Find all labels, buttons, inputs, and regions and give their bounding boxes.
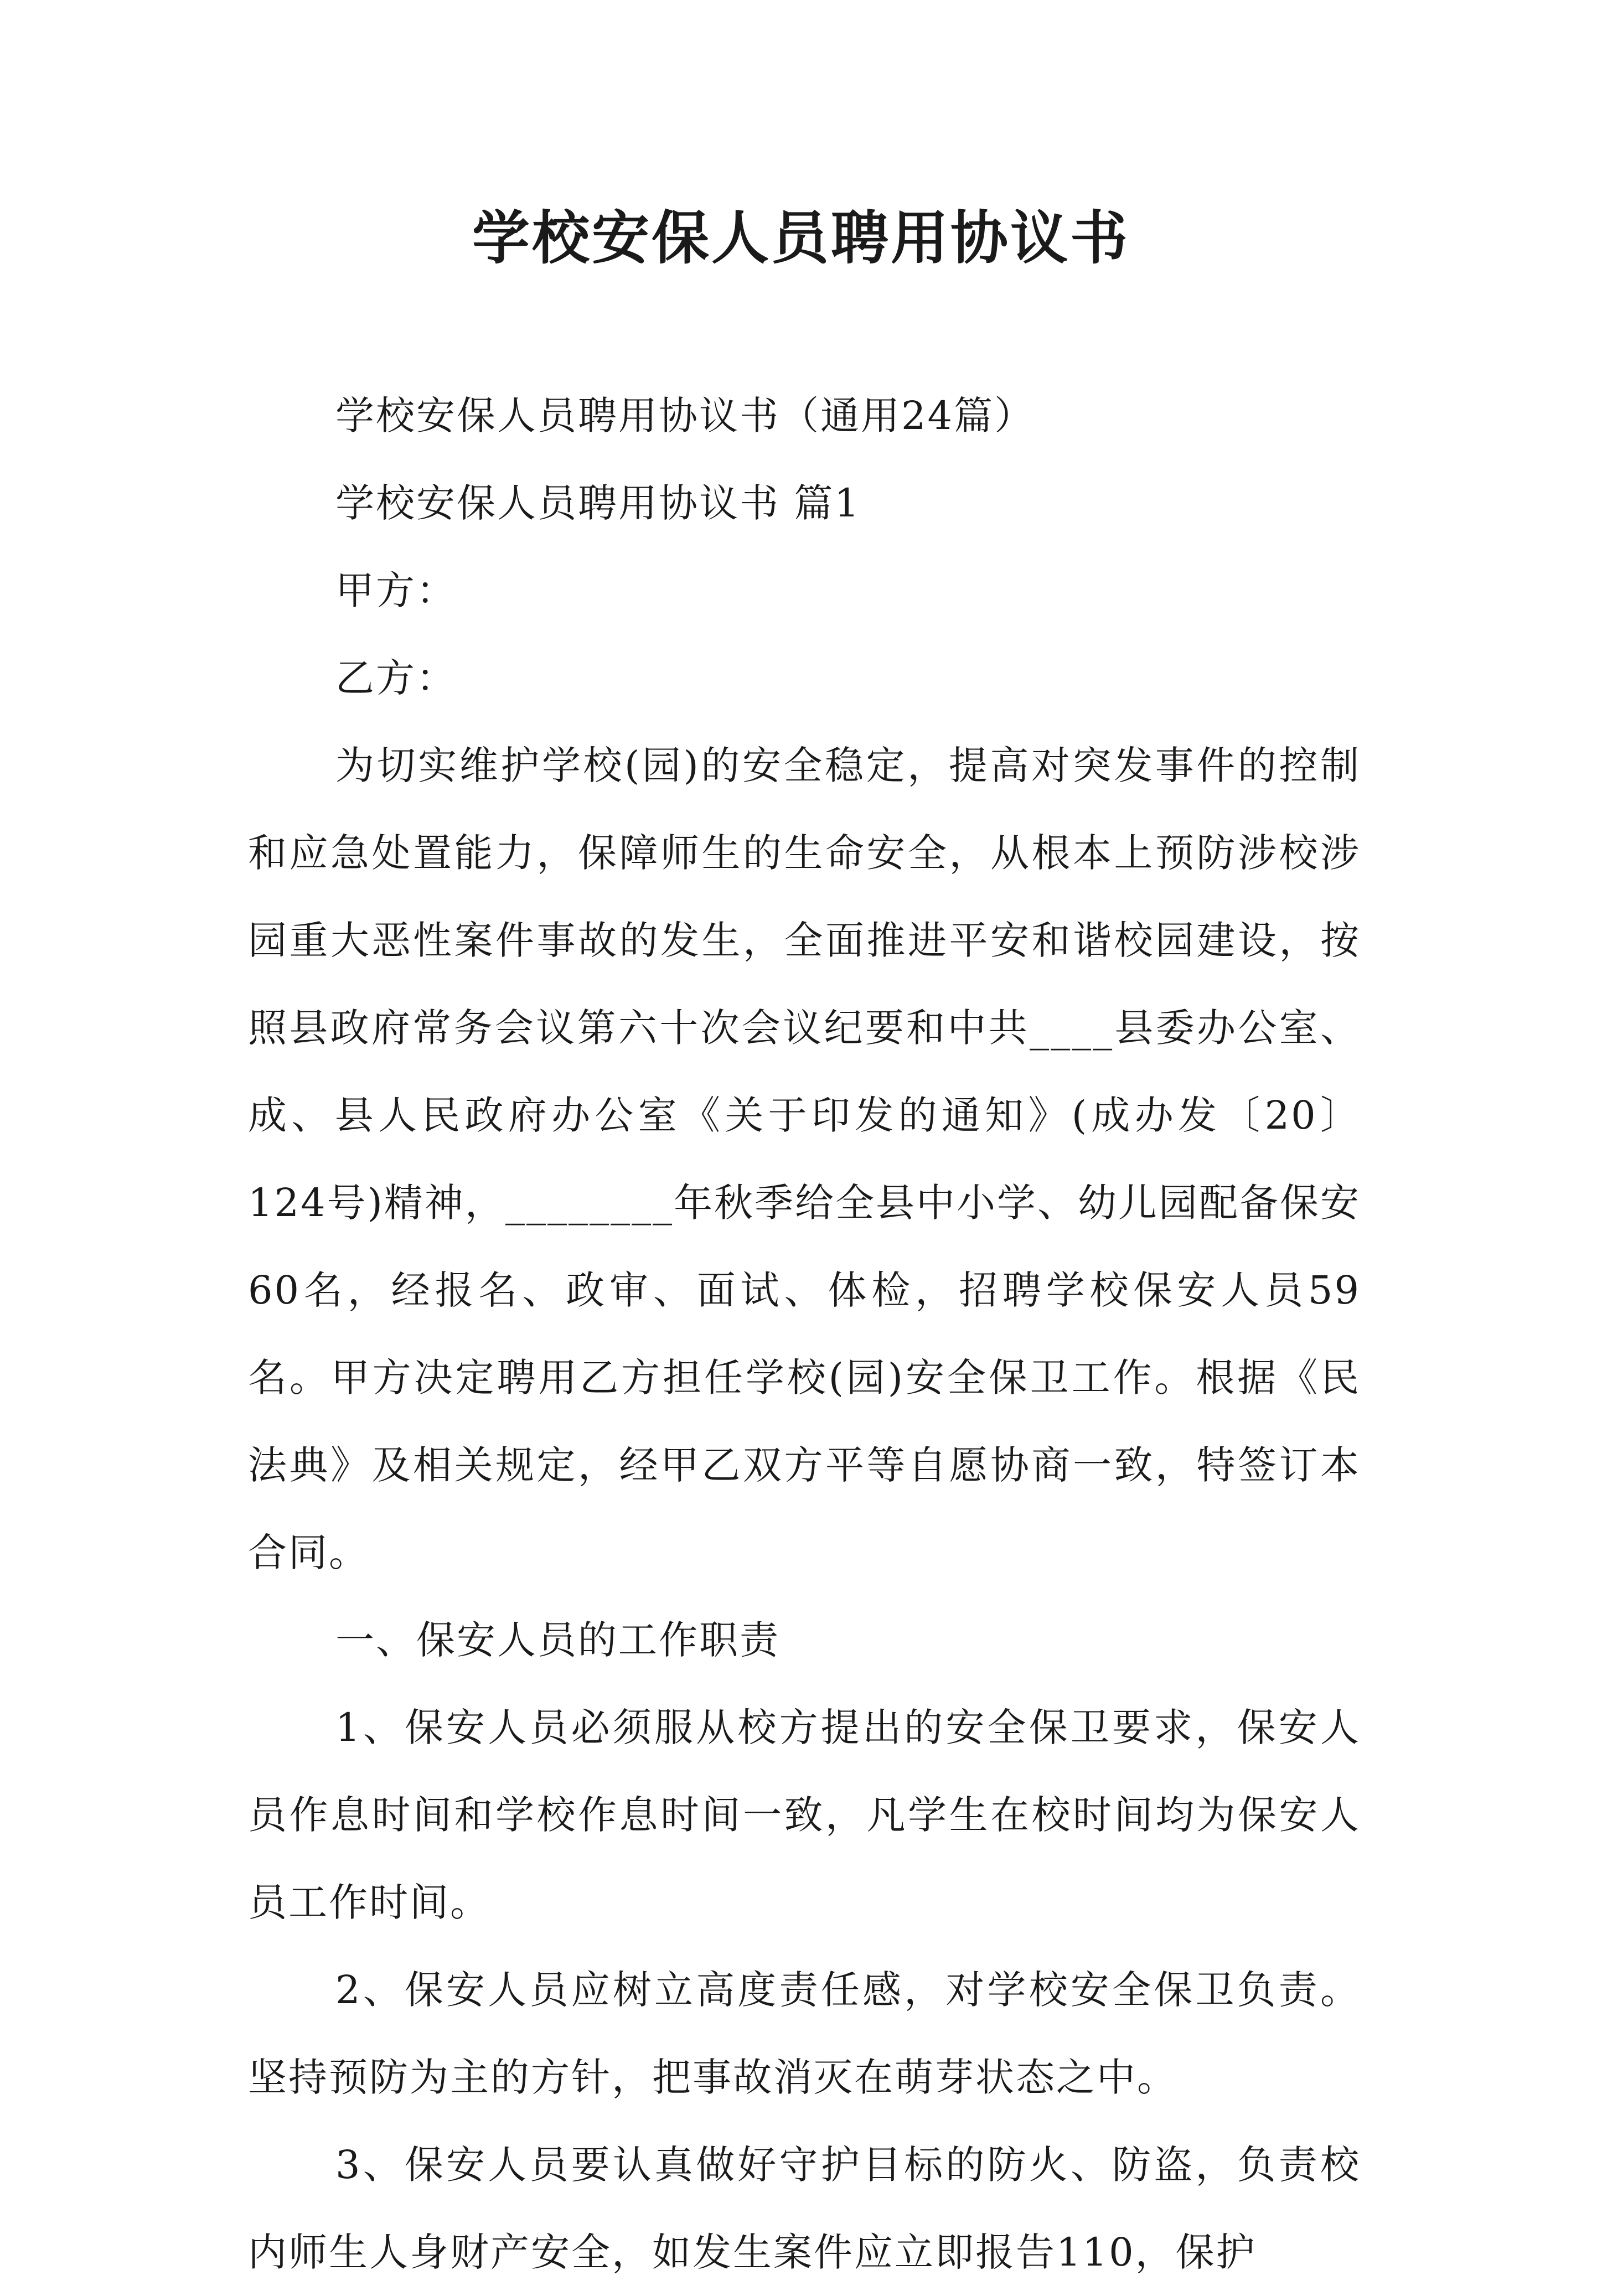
- section-heading: 学校安保人员聘用协议书 篇1: [335, 480, 861, 526]
- party-a-line: 甲方：: [335, 568, 457, 613]
- duty-item-1: 1、保安人员必须服从校方提出的安全保卫要求，保安人员作息时间和学校作息时间一致，凡学生在校时间均为保安人员工作时间。: [248, 1705, 1361, 1925]
- party-b-line: 乙方：: [335, 655, 457, 701]
- duty-item-2: 2、保安人员应树立高度责任感，对学校安全保卫负责。坚持预防为主的方针，把事故消灭在萌芽状态之中。: [248, 1967, 1361, 2100]
- document-title: 学校安保人员聘用协议书: [472, 204, 1130, 272]
- intro-paragraph: 为切实维护学校(园)的安全稳定，提高对突发事件的控制和应急处置能力，保障师生的生命安全，从根本上预防涉校涉园重大恶性案件事故的发生，全面推进平安和谐校园建设，按照县政府常务会议第六十次会议纪要和中共____县委办公室、成、县人民政府办公室《关于印发的通知》(成办发〔20〕124号)精神，________年秋季给全县中小学、幼儿园配备保安60名，经报名、政审、面试、体检，招聘学校保安人员59名。甲方决定聘用乙方担任学校(园)安全保卫工作。根据《民法典》及相关规定，经甲乙双方平等自愿协商一致，特签订本合同。: [248, 743, 1361, 1575]
- duties-heading: 一、保安人员的工作职责: [335, 1617, 780, 1663]
- subtitle-line: 学校安保人员聘用协议书（通用24篇）: [335, 393, 1035, 438]
- duty-item-3: 3、保安人员要认真做好守护目标的防火、防盗，负责校内师生人身财产安全，如发生案件应立即报告110，保护: [248, 2142, 1361, 2275]
- document-body: [248, 372, 1361, 2296]
